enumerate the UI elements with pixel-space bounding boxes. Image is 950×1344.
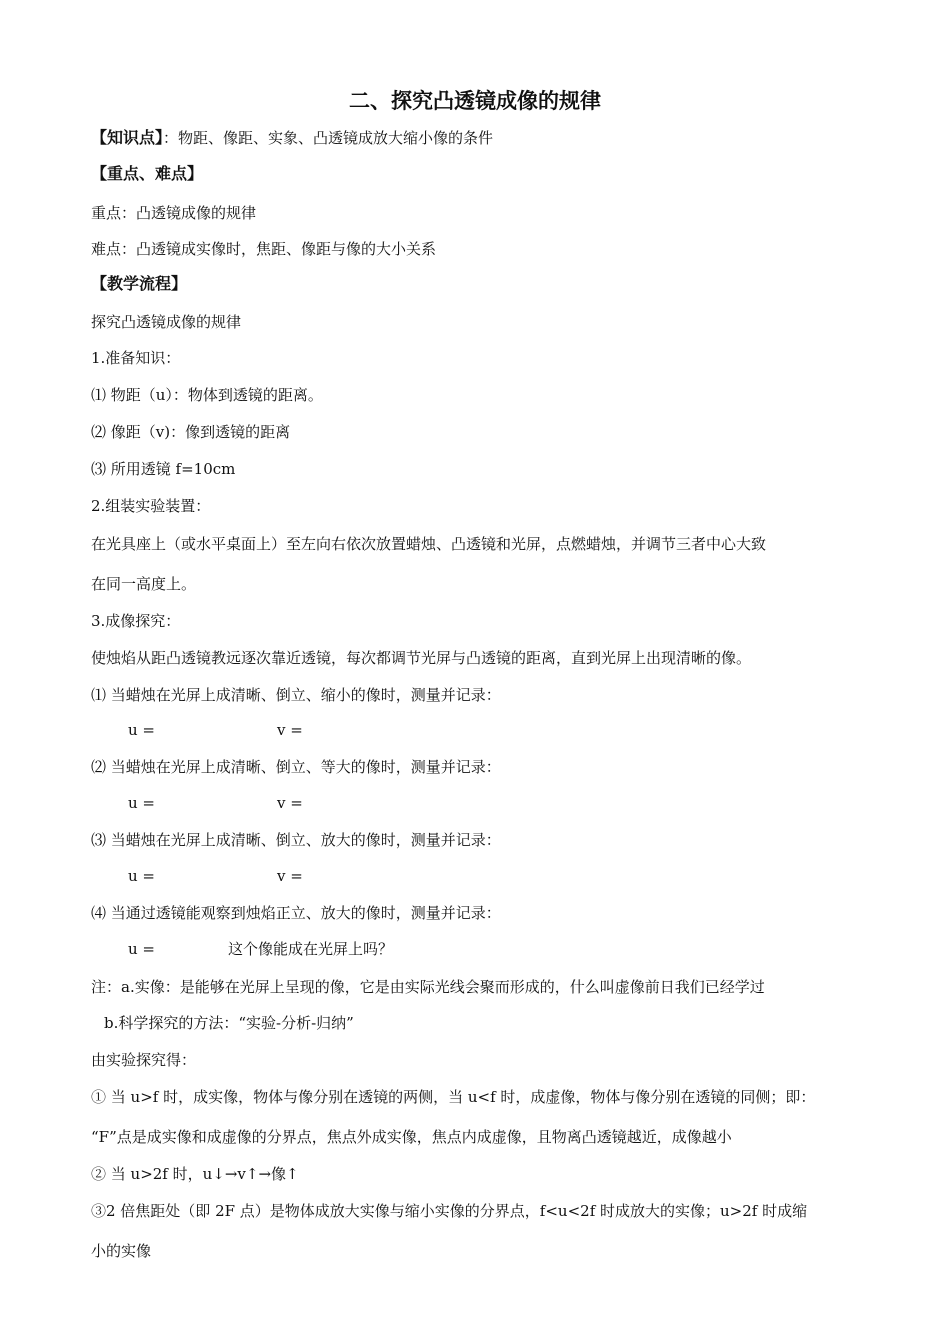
conclusion-text: ③2 倍焦距处（即 2F 点）是物体成放大实像与缩小实像的分界点，f<u<2f 时成放大的实像；u>2f 时成缩 xyxy=(91,1202,808,1220)
difficult-point-text: 难点：凸透镜成实像时，焦距、像距与像的大小关系 xyxy=(91,240,437,258)
question-text: 这个像能成在光屏上吗？ xyxy=(228,940,394,958)
knowledge-text: ：物距、像距、实象、凸透镜成放大缩小像的条件 xyxy=(163,129,494,147)
process-heading: 【教学流程】 xyxy=(91,274,188,293)
prep-title: 1.准备知识： xyxy=(91,349,181,367)
prep-item: ⑵ 像距（v)：像到透镜的距离 xyxy=(91,423,291,441)
prep-item: ⑴ 物距（u）：物体到透镜的距离。 xyxy=(91,386,323,404)
process-intro: 探究凸透镜成像的规律 xyxy=(91,313,242,331)
case-text: ⑶ 当蜡烛在光屏上成清晰、倒立、放大的像时，测量并记录： xyxy=(91,831,501,849)
u-field: u = xyxy=(128,867,155,885)
v-field: v = xyxy=(277,721,303,739)
setup-text: 在光具座上（或水平桌面上）至左向右依次放置蜡烛、凸透镜和光屏，点燃蜡烛，并调节三者中心大致 xyxy=(91,535,767,553)
v-field: v = xyxy=(277,794,303,812)
u-field: u = xyxy=(128,940,155,958)
explore-text: 使烛焰从距凸透镜教远逐次靠近透镜，每次都调节光屏与凸透镜的距离，直到光屏上出现清晰的像。 xyxy=(91,649,752,667)
case-measure-row xyxy=(128,720,303,740)
conclusion-title: 由实验探究得： xyxy=(91,1051,197,1069)
case-text: ⑴ 当蜡烛在光屏上成清晰、倒立、缩小的像时，测量并记录： xyxy=(91,686,501,704)
knowledge-label: 【知识点】 xyxy=(91,128,164,147)
conclusion-text: ② 当 u>2f 时，u↓→v↑→像↑ xyxy=(91,1165,299,1183)
conclusion-text: 小的实像 xyxy=(91,1242,152,1260)
case-measure-row xyxy=(128,939,393,959)
u-field: u = xyxy=(128,794,155,812)
note-b: b.科学探究的方法：“实验-分析-归纳” xyxy=(104,1014,354,1032)
conclusion-text: “F”点是成实像和成虚像的分界点，焦点外成实像，焦点内成虚像，且物离凸透镜越近，成像越小 xyxy=(91,1128,732,1146)
case-measure-row xyxy=(128,793,303,813)
page-title: 二、探究凸透镜成像的规律 xyxy=(349,89,601,113)
key-points-heading: 【重点、难点】 xyxy=(91,164,204,183)
knowledge-line xyxy=(91,128,493,148)
explore-title: 3.成像探究： xyxy=(91,612,181,630)
note-a: 注：a.实像：是能够在光屏上呈现的像，它是由实际光线会聚而形成的，什么叫虚像前日我们已经学过 xyxy=(91,978,765,996)
u-field: u = xyxy=(128,721,155,739)
setup-title: 2.组装实验装置： xyxy=(91,497,211,515)
setup-text: 在同一高度上。 xyxy=(91,575,197,593)
key-point-text: 重点：凸透镜成像的规律 xyxy=(91,204,257,222)
case-text: ⑵ 当蜡烛在光屏上成清晰、倒立、等大的像时，测量并记录： xyxy=(91,758,501,776)
prep-item: ⑶ 所用透镜 f=10cm xyxy=(91,460,236,478)
v-field: v = xyxy=(277,867,303,885)
case-measure-row xyxy=(128,866,303,886)
case-text: ⑷ 当通过透镜能观察到烛焰正立、放大的像时，测量并记录： xyxy=(91,904,501,922)
conclusion-text: ① 当 u>f 时，成实像，物体与像分别在透镜的两侧，当 u<f 时，成虚像，物体与像分别在透镜的同侧；即： xyxy=(91,1088,816,1106)
